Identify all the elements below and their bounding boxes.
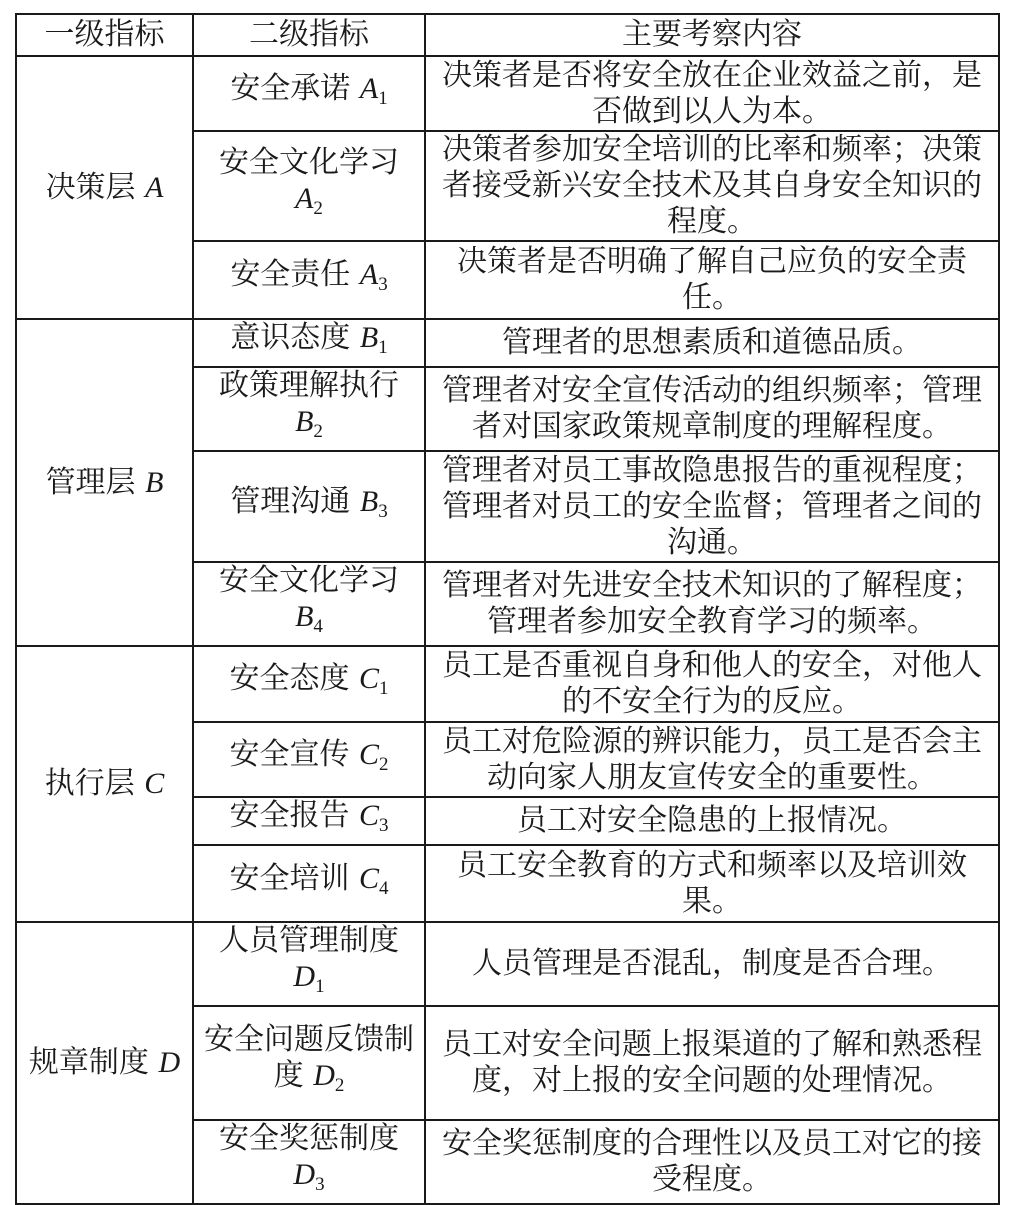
table-row [16,922,999,1006]
indicator-cell [193,797,425,845]
header-content: 主要考察内容 [425,14,999,56]
indicator-subscript: 2 [379,753,389,775]
indicator-subscript: 3 [315,1174,325,1195]
content-cell: 人员管理是否混乱，制度是否合理。 [425,922,999,1006]
group-symbol: C [144,767,165,800]
indicator-symbol: B [359,484,379,518]
indicator-subscript: 1 [315,976,325,997]
content-cell: 管理者的思想素质和道德品质。 [425,319,999,367]
indicator-label: 政策理解执行 [219,368,399,403]
content-cell: 管理者对安全宣传活动的组织频率；管理者对国家政策规章制度的理解程度。 [425,367,999,451]
header-level1: 一级指标 [16,14,193,56]
header-level2: 二级指标 [193,14,425,56]
indicator-cell [193,319,425,367]
header-row [16,14,999,56]
indicator-label: 安全责任 [230,257,351,292]
content-cell: 安全奖惩制度的合理性以及员工对它的接受程度。 [425,1120,999,1204]
indicator-symbol: B [295,405,314,438]
indicator-label: 人员管理制度 [219,923,399,958]
group-symbol: B [145,465,164,499]
indicator-symbol: C [359,799,380,832]
table-row [16,646,999,722]
content-cell: 员工对安全问题上报渠道的了解和熟悉程度，对上报的安全问题的处理情况。 [425,1006,999,1120]
content-cell: 员工对安全隐患的上报情况。 [425,797,999,845]
indicator-cell [193,922,425,1006]
group-cell [16,646,193,922]
indicator-table [15,13,1000,1205]
group-name: 执行层 [44,766,135,801]
indicator-symbol: D [293,1158,316,1191]
group-symbol: D [158,1046,181,1079]
group-symbol: A [145,170,164,204]
indicator-label: 安全培训 [229,860,350,896]
table-row [16,56,999,131]
group-name: 规章制度 [28,1045,149,1080]
group-name: 决策层 [45,169,136,205]
content-cell: 管理者对先进安全技术知识的了解程度；管理者参加安全教育学习的频率。 [425,562,999,646]
content-cell: 决策者参加安全培训的比率和频率；决策者接受新兴安全技术及其自身安全知识的程度。 [425,131,999,241]
content-cell: 决策者是否将安全放在企业效益之前，是否做到以人为本。 [425,56,999,131]
indicator-symbol: B [295,600,314,633]
group-cell [16,319,193,646]
indicator-symbol: A [359,71,379,105]
indicator-symbol: C [359,662,380,695]
indicator-label: 安全问题反馈制度 [204,1022,414,1093]
indicator-subscript: 3 [378,274,388,295]
indicator-label: 安全报告 [229,798,350,833]
indicator-symbol: C [359,737,380,771]
indicator-label: 安全文化学习 [219,563,399,598]
group-cell [16,922,193,1204]
indicator-symbol: A [359,258,379,291]
content-cell: 员工安全教育的方式和频率以及培训效果。 [425,845,999,922]
indicator-label: 安全态度 [229,661,350,696]
indicator-cell [193,367,425,451]
indicator-cell [193,1006,425,1120]
indicator-label: 安全承诺 [230,70,351,106]
indicator-subscript: 1 [378,337,388,358]
indicator-symbol: C [359,861,380,895]
indicator-cell [193,646,425,722]
indicator-cell [193,722,425,797]
indicator-subscript: 4 [379,877,389,899]
content-cell: 员工对危险源的辨识能力，员工是否会主动向家人朋友宣传安全的重要性。 [425,722,999,797]
indicator-symbol: B [359,321,379,354]
indicator-subscript: 4 [313,616,323,637]
indicator-cell [193,131,425,241]
group-cell [16,56,193,319]
indicator-table-container [15,13,1000,1205]
indicator-cell [193,845,425,922]
indicator-subscript: 1 [378,87,388,109]
content-cell: 决策者是否明确了解自己应负的安全责任。 [425,241,999,319]
indicator-label: 安全文化学习 [219,145,399,180]
indicator-subscript: 3 [378,500,388,522]
indicator-symbol: D [313,1059,335,1092]
indicator-cell [193,451,425,562]
indicator-cell [193,56,425,131]
indicator-subscript: 2 [313,421,323,442]
indicator-subscript: 3 [379,815,389,836]
indicator-label: 安全宣传 [229,736,350,772]
indicator-symbol: A [295,182,314,215]
indicator-label: 安全奖惩制度 [219,1121,399,1156]
table-row [16,319,999,367]
indicator-subscript: 2 [334,1075,345,1096]
indicator-cell [193,562,425,646]
indicator-cell [193,241,425,319]
indicator-label: 意识态度 [230,320,351,355]
content-cell: 管理者对员工事故隐患报告的重视程度；管理者对员工的安全监督；管理者之间的沟通。 [425,451,999,562]
content-cell: 员工是否重视自身和他人的安全，对他人的不安全行为的反应。 [425,646,999,722]
indicator-subscript: 2 [313,198,323,219]
indicator-label: 管理沟通 [230,483,351,519]
indicator-symbol: D [293,960,316,993]
group-name: 管理层 [45,464,136,500]
indicator-subscript: 1 [379,678,389,699]
indicator-cell [193,1120,425,1204]
